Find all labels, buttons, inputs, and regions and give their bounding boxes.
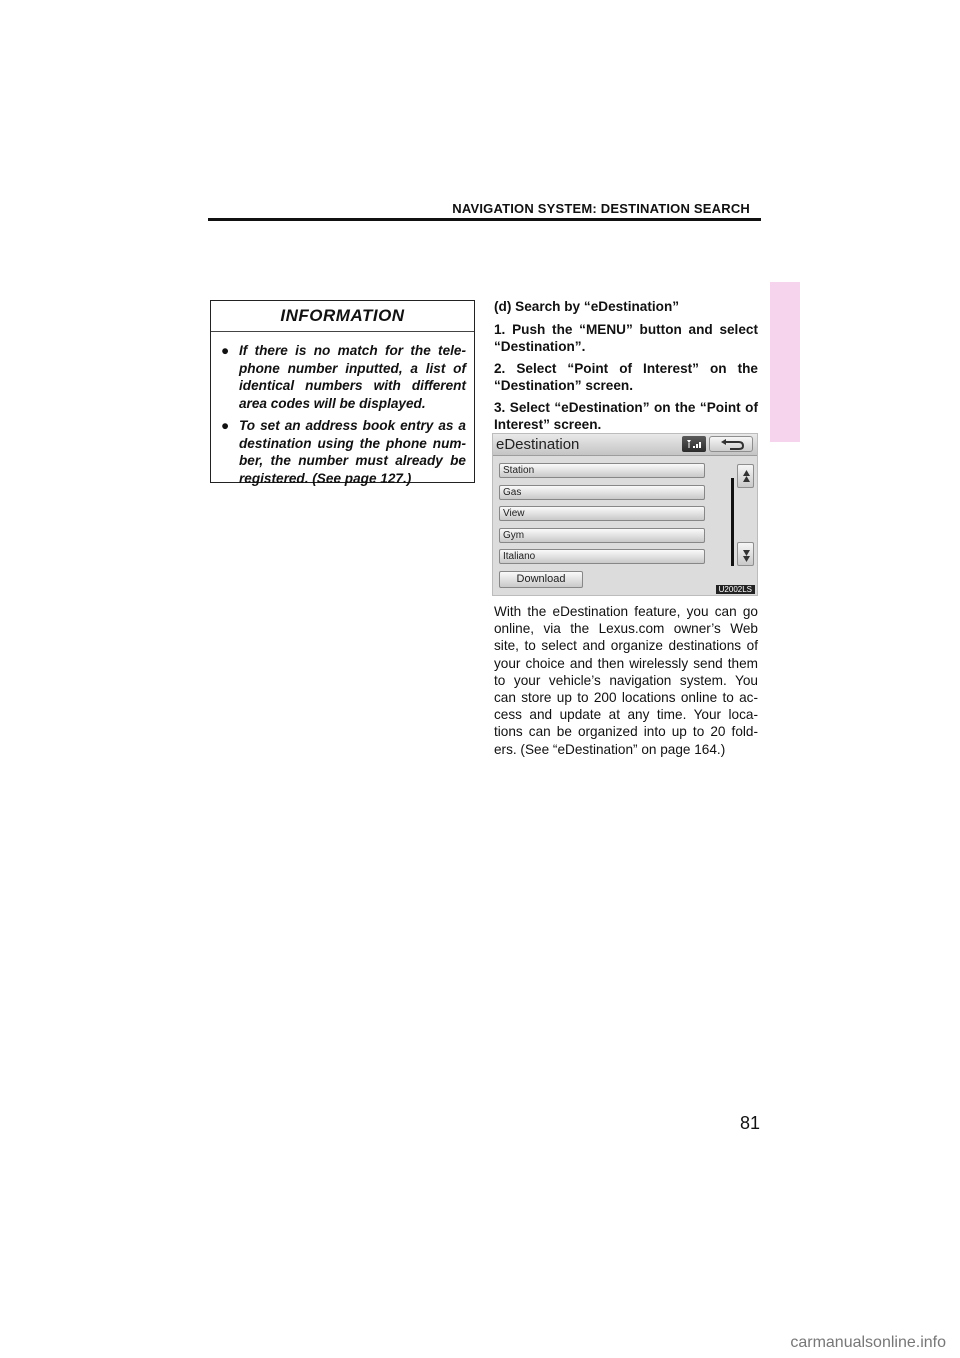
list-item-gas[interactable] bbox=[499, 485, 705, 500]
bullet-icon: ● bbox=[221, 418, 230, 433]
page-header-title: NAVIGATION SYSTEM: DESTINATION SEARCH bbox=[452, 201, 750, 216]
signal-icon[interactable] bbox=[682, 436, 706, 452]
list-item-gym[interactable] bbox=[499, 528, 705, 543]
download-button[interactable]: Download bbox=[499, 571, 583, 588]
triangle-up-icon bbox=[738, 465, 755, 489]
scroll-down-button[interactable] bbox=[737, 542, 754, 566]
information-item bbox=[221, 417, 466, 487]
information-item bbox=[221, 342, 466, 412]
step-2: 2. Select “Point of Interest” on the “Destination” screen. bbox=[494, 361, 758, 393]
scroll-up-button[interactable] bbox=[737, 464, 754, 488]
body-paragraph: With the eDestination feature, you can go online, via the Lexus.com owner’s Web site, to select and organize destinations of your choice and then wirelessly send them to your vehicle’s navigation system. You can store up to 200 locations online to ac-cess and update at any time. Your loca-tions can be organized into up to 20 fold-ers. (See “eDestination” on page 164.) bbox=[494, 604, 758, 757]
signal-icon bbox=[682, 436, 706, 452]
list-item-label: View bbox=[503, 508, 525, 519]
list-item-label: Gym bbox=[503, 530, 525, 541]
information-box bbox=[210, 300, 475, 486]
information-item-text: If there is no match for the tele-phone number inputted, a list of identical numbers with different area codes will be displayed. bbox=[239, 343, 466, 411]
image-code-label: U2002LS bbox=[716, 585, 755, 594]
step-3: 3. Select “eDestination” on the “Point of Interest” screen. bbox=[494, 400, 758, 432]
list-item-label: Italiano bbox=[503, 551, 536, 562]
triangle-down-icon bbox=[738, 543, 755, 567]
step-1: 1. Push the “MENU” button and select “Destination”. bbox=[494, 322, 758, 354]
information-item-text: To set an address book entry as a destination using the phone num-ber, the number must already be registered. (See page 127.) bbox=[239, 418, 466, 486]
list-item-view[interactable] bbox=[499, 506, 705, 521]
watermark-text: carmanualsonline.info bbox=[790, 1334, 946, 1351]
edestination-screen-illustration bbox=[492, 433, 758, 596]
information-list bbox=[211, 332, 474, 487]
screen-titlebar bbox=[493, 434, 757, 456]
information-title: INFORMATION bbox=[211, 301, 474, 332]
screen-title: eDestination bbox=[496, 436, 580, 453]
instructions-column bbox=[494, 298, 758, 438]
section-heading: (d) Search by “eDestination” bbox=[494, 299, 680, 314]
section-side-tab bbox=[770, 282, 800, 442]
header-rule bbox=[208, 218, 761, 221]
page-number: 81 bbox=[739, 1113, 760, 1133]
bullet-icon: ● bbox=[221, 343, 230, 358]
list-item-label: Gas bbox=[503, 487, 522, 498]
list-item-italiano[interactable] bbox=[499, 549, 705, 564]
list-item-station[interactable] bbox=[499, 463, 705, 478]
scrollbar-track[interactable] bbox=[731, 478, 734, 566]
back-arrow-icon bbox=[710, 437, 754, 453]
list-item-label: Station bbox=[503, 465, 535, 476]
back-button[interactable] bbox=[709, 436, 753, 452]
